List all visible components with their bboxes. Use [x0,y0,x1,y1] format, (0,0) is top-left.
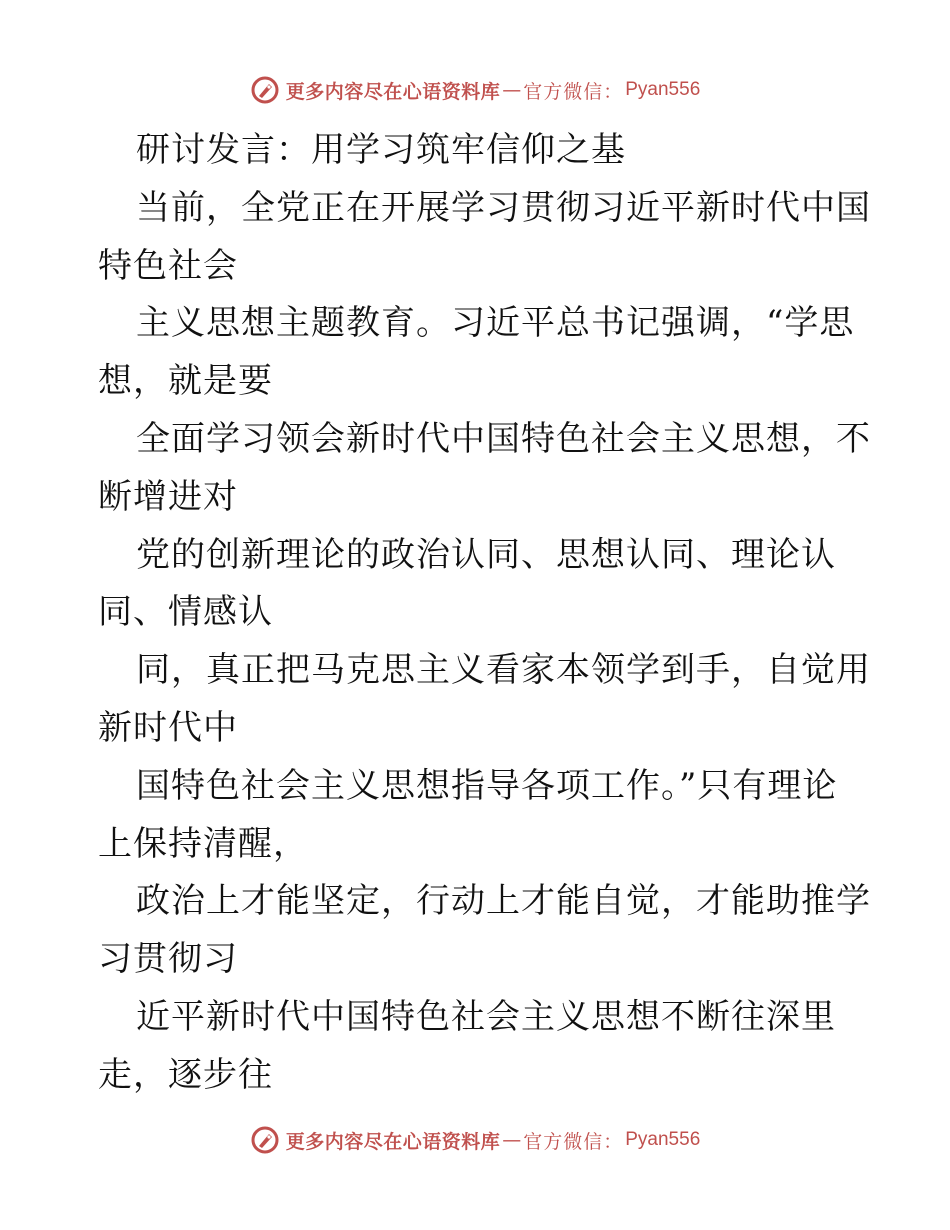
document-body [98,122,871,1105]
watermark-wechat-id: Pyan556 [625,1129,701,1150]
paragraph-line: 政治上才能坚定，行动上才能自觉，才能助推学 [136,881,871,922]
paragraph-line: 当前，全党正在开展学习贯彻习近平新时代中国 [136,187,871,228]
paragraph-line: 同、情感认 [98,592,273,633]
pen-nib-circle-icon [250,1125,280,1155]
watermark-wechat-label: 官方微信： [523,1130,624,1153]
watermark-site-text: 更多内容尽在心语资料库 [285,80,501,103]
watermark-wechat-label: 官方微信： [523,80,624,103]
paragraph-line: 走，逐步往 [98,1054,273,1095]
watermark-wechat-id: Pyan556 [625,79,701,100]
paragraph-line: 同，真正把马克思主义看家本领学到手，自觉用 [136,650,871,691]
paragraph-line: 断增进对 [98,476,238,517]
paragraph-line: 习贯彻习 [98,939,238,980]
footer-watermark [0,1120,950,1160]
watermark-dash: — [502,79,522,101]
paragraph-line: 近平新时代中国特色社会主义思想不断往深里 [136,996,836,1037]
pen-nib-circle-icon [250,75,280,105]
paragraph-line: 全面学习领会新时代中国特色社会主义思想，不 [136,418,871,459]
paragraph-line: 主义思想主题教育。习近平总书记强调，“学思 [136,303,855,344]
watermark-site-text: 更多内容尽在心语资料库 [285,1130,501,1153]
paragraph-line: 特色社会 [98,245,238,286]
paragraph-line: 党的创新理论的政治认同、思想认同、理论认 [136,534,836,575]
paragraph-line: 上保持清醒， [98,823,308,864]
paragraph-line: 想，就是要 [98,361,273,402]
paragraph-line: 国特色社会主义思想指导各项工作。”只有理论 [136,765,838,806]
paragraph-line: 新时代中 [98,707,238,748]
header-watermark [0,70,950,110]
document-title-line: 研讨发言：用学习筑牢信仰之基 [136,130,626,170]
watermark-dash: — [502,1129,522,1151]
